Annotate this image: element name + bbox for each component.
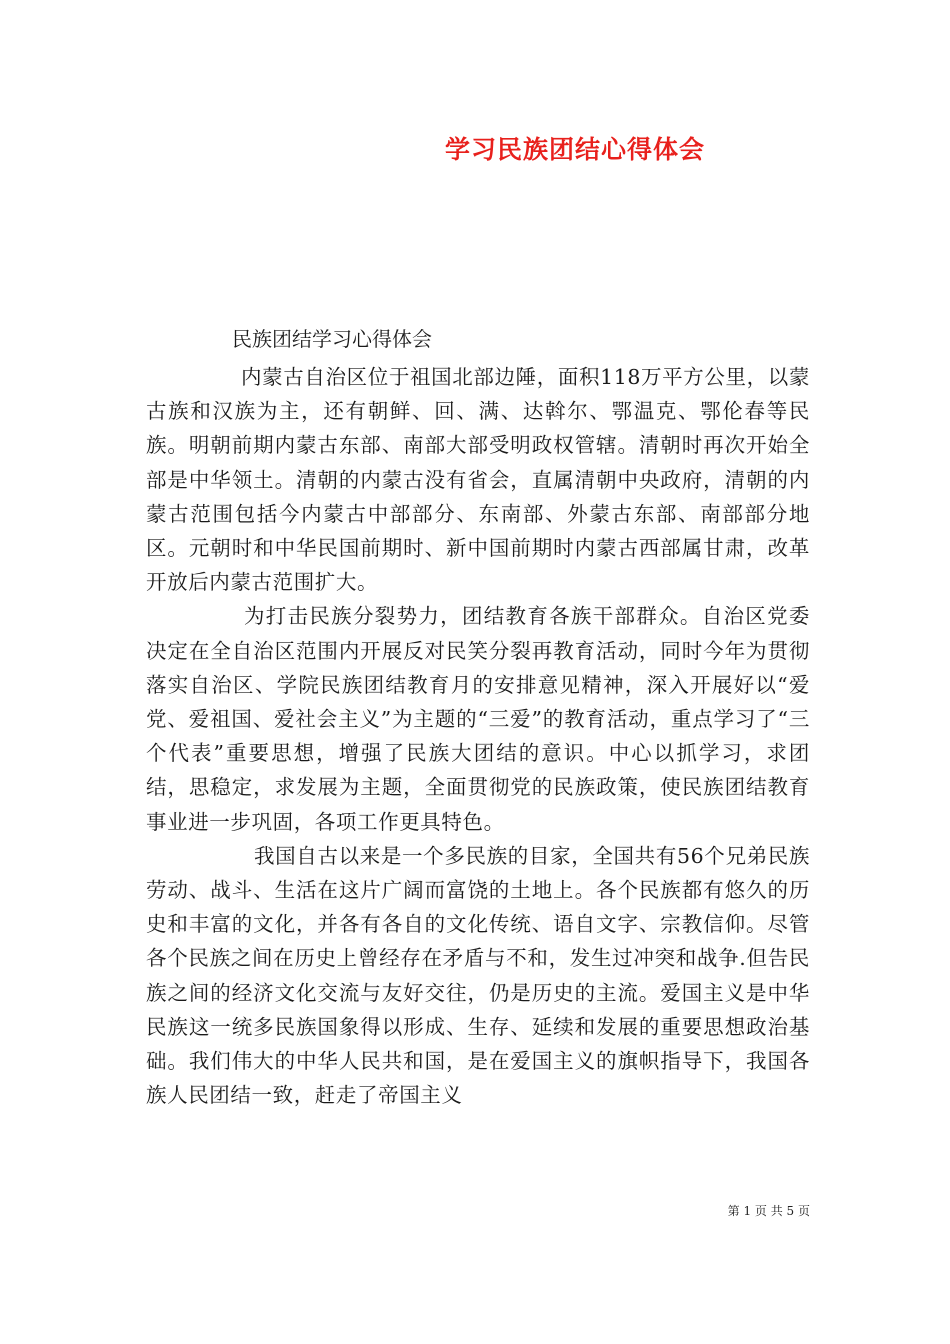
paragraph: 为打击民族分裂势力，团结教育各族干部群众。自治区党委决定在全自治区范围内开展反对民笑分裂再教育活动，同时今年为贯彻落实自治区、学院民族团结教育月的安排意见精神，深入开展好以“爱党、爱祖国、爱社会主义”为主题的“三爱”的教育活动，重点学习了“三个代表”重要思想，增强了民族大团结的意识。中心以抓学习，求团结，思稳定，求发展为主题，全面贯彻党的民族政策，使民族团结教育事业进一步巩固，各项工作更具特色。: [146, 604, 810, 834]
paragraph: 内蒙古自治区位于祖国北部边陲，面积118万平方公里，以蒙古族和汉族为主，还有朝鲜、回、满、达斡尔、鄂温克、鄂伦春等民族。明朝前期内蒙古东部、南部大部受明政权管辖。清朝时再次开始全部是中华领土。清朝的内蒙古没有省会，直属清朝中央政府，清朝的内蒙古范围包括今内蒙古中部部分、东南部、外蒙古东部、南部部分地区。元朝时和中华民国前期时、新中国前期时内蒙古西部属甘肃，改革开放后内蒙古范围扩大。: [146, 365, 810, 595]
document-body: [146, 360, 810, 1112]
page-number-footer: 第 1 页 共 5 页: [727, 1204, 810, 1218]
document-title: 学习民族团结心得体会: [444, 135, 705, 164]
paragraph: 我国自古以来是一个多民族的目家，全国共有56个兄弟民族劳动、战斗、生活在这片广阔而富饶的土地上。各个民族都有悠久的历史和丰富的文化，并各有各自的文化传统、语自文字、宗教信仰。尽管各个民族之间在历史上曾经存在矛盾与不和，发生过冲突和战争.但告民族之间的经济文化交流与友好交往，仍是历史的主流。爱国主义是中华民族这一统多民族国象得以形成、生存、延续和发展的重要思想政治基础。我们伟大的中华人民共和国，是在爱国主义的旗帜指导下，我国各族人民团结一致，赶走了帝国主义: [146, 843, 810, 1108]
document-subtitle: 民族团结学习心得体会: [232, 327, 432, 351]
